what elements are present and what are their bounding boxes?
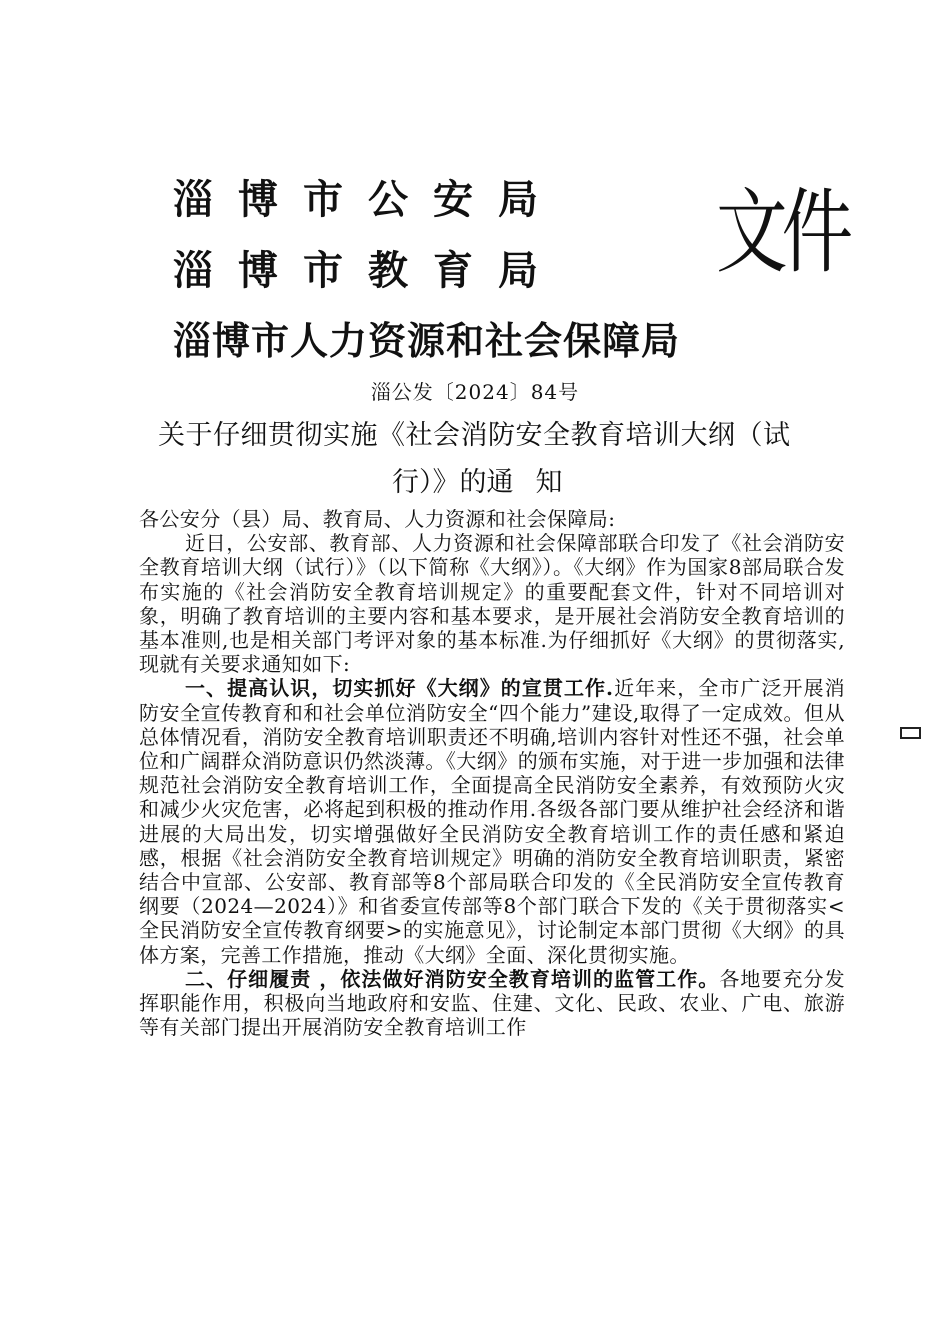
- margin-box-mark: [900, 727, 921, 739]
- section-2-heading: 二、仔细履责 ，依法做好消防安全教育培训的监管工作。: [185, 966, 720, 991]
- salutation: 各公安分（县）局、教育局、人力资源和社会保障局:: [139, 507, 616, 531]
- issuer-hr-social-security-bureau: 淄博市人力资源和社会保障局: [173, 319, 681, 363]
- document-mark: 文件: [716, 179, 848, 286]
- issuer-public-security-bureau: 淄博市公安局: [173, 177, 563, 223]
- intro-paragraph: 近日，公安部、教育部、人力资源和社会保障部联合印发了《社会消防安全教育培训大纲（试行）》（以下简称《大纲》）。《大纲》作为国家8部局联合发布实施的《社会消防安全教育培训规定》的重要配套文件，针对不同培训对象，明确了教育培训的主要内容和基本要求，是开展社会消防安全教育培训的基本准则,也是相关部门考评对象的基本标准.为仔细抓好《大纲》的贯彻落实,现就有关要求通知如下:: [139, 531, 845, 677]
- section-1-text: 近年来，全市广泛开展消防安全宣传教育和和社会单位消防安全“四个能力”建设,取得了一定成效。但从总体情况看，消防安全教育培训职责还不明确,培训内容针对性还不强，社会单位和广阔群众消防意识仍然淡薄。《大纲》的颁布实施，对于进一步加强和法律规范社会消防安全教育培训工作，全面提高全民消防安全素养，有效预防火灾和减少火灾危害，必将起到积极的推动作用.各级各部门要从维护社会经济和谐进展的大局出发，切实增强做好全民消防安全教育培训工作的责任感和紧迫感，根据《社会消防安全教育培训规定》明确的消防安全教育培训职责，紧密结合中宣部、公安部、教育部等8个部局联合印发的《全民消防安全宣传教育纲要（2024—2024）》和省委宣传部等8个部门联合下发的《关于贯彻落实<全民消防安全宣传教育纲要>的实施意见》，讨论制定本部门贯彻《大纲》的具体方案，完善工作措施，推动《大纲》全面、深化贯彻实施。: [139, 676, 845, 967]
- section-1-paragraph: [139, 676, 845, 966]
- issuer-education-bureau: 淄博市教育局: [173, 248, 563, 294]
- document-number: 淄公发〔2024〕84号: [370, 380, 580, 404]
- notice-title-line-1: 关于仔细贯彻实施《社会消防安全教育培训大纲（试: [158, 420, 791, 451]
- notice-title-line-2: [392, 465, 563, 501]
- section-2-text: 各地要充分发挥职能作用，积极向当地政府和安监、住建、文化、民政、农业、广电、旅游等有关部门提出开展消防安全教育培训工作: [139, 966, 845, 1040]
- notice-title-line-2-part-b: 知: [535, 467, 563, 498]
- section-2-paragraph: [139, 967, 845, 1040]
- notice-title-line-2-part-a: 行）》的通: [392, 467, 514, 498]
- document-body: [139, 507, 845, 1039]
- section-1-heading: 一、提高认识，切实抓好《大纲》的宣贯工作.: [185, 676, 614, 701]
